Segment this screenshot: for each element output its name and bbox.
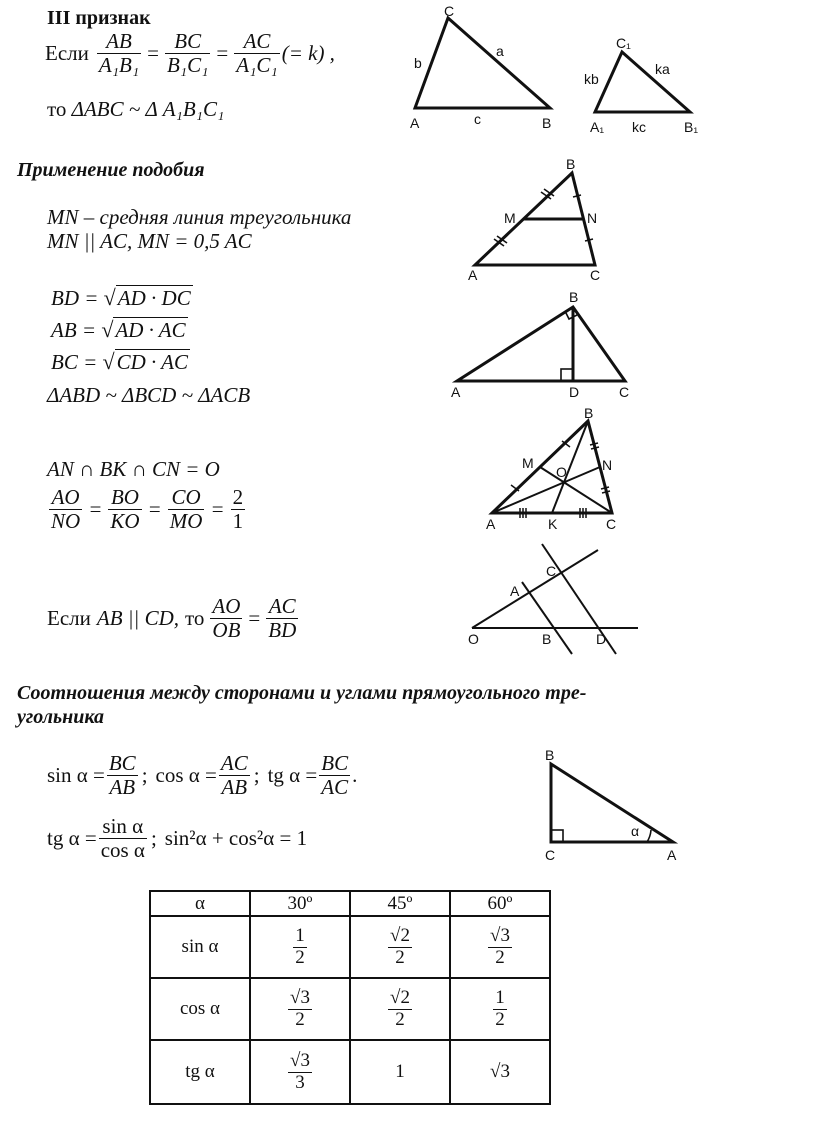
section-title-relations: Соотношения между сторонами и углами прямоугольного тре- угольника xyxy=(17,682,587,729)
header-60: 60º xyxy=(450,891,550,916)
height-label-d: D xyxy=(569,384,580,400)
height-label-c: C xyxy=(619,384,630,400)
medians-label-a: A xyxy=(486,516,496,532)
parallel-label-a: A xyxy=(510,583,520,599)
midline-figure xyxy=(460,155,620,290)
parallel-lines-figure xyxy=(460,540,650,660)
trig-label-b: B xyxy=(545,747,555,763)
parallel-label-c: C xyxy=(546,563,557,579)
header-30: 30º xyxy=(250,891,350,916)
ab-formula: AB = √AD · AC xyxy=(51,317,186,342)
fraction-two-one: $\frac{2}{1}$ xyxy=(232,485,244,534)
fraction-ao-ob: $\frac{AO}{OB}$ xyxy=(212,594,241,643)
header-alpha: α xyxy=(150,891,250,916)
midline-label-a: A xyxy=(468,267,478,283)
medians-label-n: N xyxy=(602,457,613,473)
trig-label-a: A xyxy=(667,847,677,863)
median-an xyxy=(492,467,600,513)
cell-tg-30: $\frac{√3}{3}$ xyxy=(250,1040,350,1104)
medians-label-c: C xyxy=(606,516,617,532)
right-triangle xyxy=(551,764,673,842)
label-a: A xyxy=(410,115,420,131)
cell-sin-30: $\frac{1}{2}$ xyxy=(250,916,350,978)
triangle-abc xyxy=(415,18,550,108)
similar-triangles-figure xyxy=(400,0,720,140)
medians-figure xyxy=(480,405,630,535)
bd-formula: BD = √AD · DC xyxy=(51,285,191,310)
header-45: 45º xyxy=(350,891,450,916)
fraction-co-mo: $\frac{CO}{MO}$ xyxy=(169,485,203,534)
medians-line1: AN ∩ BK ∩ CN = O xyxy=(47,457,220,481)
height-label-b: B xyxy=(569,289,579,305)
right-triangle-figure xyxy=(535,740,695,870)
parallel-formula: Если AB || CD, то $\frac{AO}{OB}$ = $\frac{AC}{BD}$ xyxy=(47,594,297,643)
right-angle-c xyxy=(551,830,563,842)
midline-label-c: C xyxy=(590,267,601,283)
fraction-bo-ko: $\frac{BO}{KO}$ xyxy=(110,485,140,534)
midline-label-b: B xyxy=(566,156,576,172)
third-criterion-formula: Если $\frac{AB}{\text{A₁B₁}}$ = $\frac{BC}{\text{B₁C₁}}$ = $\frac{AC}{\text{A₁C₁}}$ (= k) , xyxy=(45,29,335,78)
label-b: B xyxy=(542,115,552,131)
table-row-tg xyxy=(150,1040,550,1104)
medians-triangle xyxy=(492,421,612,513)
side-label-kc: kc xyxy=(632,119,646,135)
if-word: Если xyxy=(45,41,89,66)
side-label-b: b xyxy=(414,55,422,71)
cell-cos-60: $\frac{1}{2}$ xyxy=(450,978,550,1040)
midline-label-n: N xyxy=(587,210,598,226)
medians-label-o: O xyxy=(556,464,567,480)
trig-identities: tg α = $\frac{\text{sin α}}{\text{cos α}}$ ; sin²α + cos²α = 1 xyxy=(47,814,308,863)
midline-line1: MN – средняя линия треугольника xyxy=(47,205,352,229)
label-a1: A₁ xyxy=(590,119,605,135)
cell-tg-45: 1 xyxy=(350,1040,450,1104)
trig-definitions: sin α = $\frac{BC}{AB}$ ; cos α = $\frac{AC}{AB}$ ; tg α = $\frac{BC}{AC}$ . xyxy=(47,751,358,800)
similar-triangles-line: ΔABD ~ ΔBCD ~ ΔACB xyxy=(47,383,251,407)
right-angle-d xyxy=(561,369,573,381)
triangle-a1b1c1 xyxy=(595,52,690,112)
label-c: C xyxy=(444,3,455,19)
third-criterion-conclusion: то ΔABC ~ Δ A₁B₁C₁ xyxy=(47,97,225,121)
parallel-label-o: O xyxy=(468,631,479,647)
section-title-application: Применение подобия xyxy=(17,159,205,181)
trig-label-c: C xyxy=(545,847,556,863)
cell-cos-30: $\frac{√3}{2}$ xyxy=(250,978,350,1040)
row-label: sin α xyxy=(150,916,250,978)
side-label-kb: kb xyxy=(584,71,599,87)
ray-oc xyxy=(472,550,598,628)
fraction-ac: $\frac{AC}{\text{A₁C₁}}$ xyxy=(236,29,278,78)
table-row-sin xyxy=(150,916,550,978)
side-label-c: c xyxy=(474,111,481,127)
fraction-ao-no: $\frac{AO}{NO}$ xyxy=(51,485,81,534)
trig-values-table xyxy=(149,890,551,1105)
table-row-cos xyxy=(150,978,550,1040)
row-label: cos α xyxy=(150,978,250,1040)
fraction-sin: $\frac{BC}{AB}$ xyxy=(108,751,136,800)
fraction-tg: $\frac{BC}{AC}$ xyxy=(321,751,349,800)
section-title-third-criterion: III признак xyxy=(47,7,151,29)
row-label: tg α xyxy=(150,1040,250,1104)
parallel-label-d: D xyxy=(596,631,607,647)
bc-formula: BC = √CD · AC xyxy=(51,349,189,374)
label-b1: B₁ xyxy=(684,119,699,135)
label-c1: C₁ xyxy=(616,35,631,51)
medians-label-b: B xyxy=(584,405,594,421)
fraction-sin-cos: $\frac{\text{sin α}}{\text{cos α}}$ xyxy=(100,814,145,863)
cell-tg-60: √3 xyxy=(450,1040,550,1104)
height-label-a: A xyxy=(451,384,461,400)
trig-label-alpha: α xyxy=(631,823,640,839)
medians-label-m: M xyxy=(522,455,534,471)
midline-line2: MN || AC, MN = 0,5 AC xyxy=(47,229,252,253)
k-text: (= k) , xyxy=(281,41,335,66)
height-triangle xyxy=(457,307,625,381)
fraction-ab: $\frac{AB}{\text{A₁B₁}}$ xyxy=(98,29,140,78)
cell-sin-60: $\frac{√3}{2}$ xyxy=(450,916,550,978)
cell-cos-45: $\frac{√2}{2}$ xyxy=(350,978,450,1040)
cell-sin-45: $\frac{√2}{2}$ xyxy=(350,916,450,978)
right-triangle-height-figure xyxy=(445,285,645,400)
fraction-cos: $\frac{AC}{AB}$ xyxy=(220,751,248,800)
table-header-row xyxy=(150,891,550,916)
angle-alpha-arc xyxy=(647,830,651,842)
medians-ratio: $\frac{AO}{NO}$ = $\frac{BO}{KO}$ = $\frac{CO}{MO}$ = $\frac{2}{1}$ xyxy=(51,485,244,534)
pythagorean-identity: sin²α + cos²α = 1 xyxy=(164,826,308,851)
medians-label-k: K xyxy=(548,516,558,532)
side-label-a: a xyxy=(496,43,504,59)
side-label-ka: ka xyxy=(655,61,670,77)
midline-label-m: M xyxy=(504,210,516,226)
parallel-label-b: B xyxy=(542,631,552,647)
fraction-bc: $\frac{BC}{\text{B₁C₁}}$ xyxy=(166,29,209,78)
fraction-ac-bd: $\frac{AC}{BD}$ xyxy=(268,594,297,643)
